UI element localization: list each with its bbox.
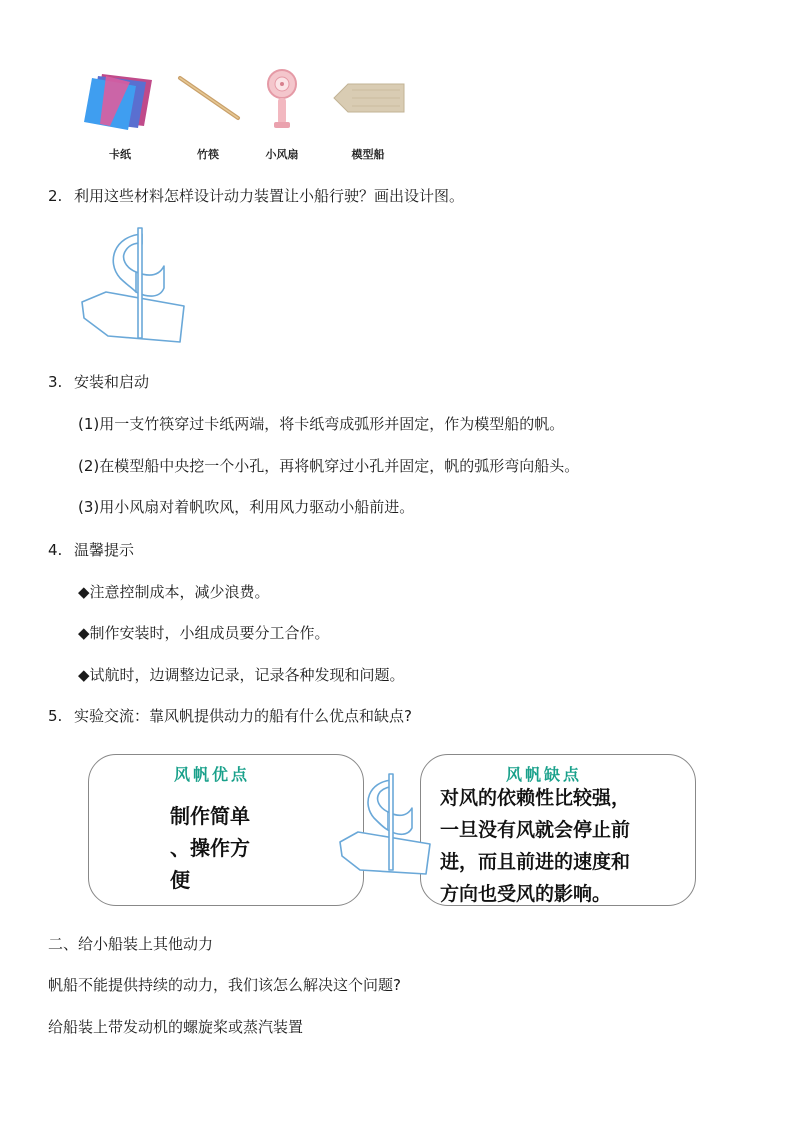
cons-body [440,782,630,910]
material-label: 小风扇 [265,148,299,161]
question-title: 安装和启动 [74,373,150,391]
cons-line: 对风的依赖性比较强， [440,787,631,809]
pros-line: 制作简单 [170,804,250,828]
question-title: 温馨提示 [74,541,135,559]
question-number: 4. [48,541,63,559]
pros-body [170,800,250,896]
question-number: 3. [48,373,63,391]
question-3 [48,372,149,392]
material-label: 竹筷 [197,148,219,161]
question-text: 实验交流：靠风帆提供动力的船有什么优点和缺点? [74,707,412,725]
tip-2: ◆制作安装时，小组成员要分工合作。 [78,624,330,642]
materials-row [80,66,420,166]
pros-title: 风帆优点 [174,765,251,784]
tip-1: ◆注意控制成本，减少浪费。 [78,583,270,601]
sail-boat-sketch [76,222,196,352]
pros-line: 、操作方 [170,836,250,860]
sail-boat-sketch-small [334,770,444,880]
step-2: (2)在模型船中央挖一个小孔，再将帆穿过小孔并固定，帆的弧形弯向船头。 [78,457,580,475]
step-1: (1)用一支竹筷穿过卡纸两端，将卡纸弯成弧形并固定，作为模型船的帆。 [78,415,565,433]
material-boat-model [328,66,408,161]
material-label: 卡纸 [109,148,131,161]
section-2-question: 帆船不能提供持续的动力，我们该怎么解决这个问题? [48,976,401,994]
question-5 [48,706,412,726]
pros-line: 便 [170,868,190,892]
material-label: 模型船 [351,148,385,161]
section-2-answer: 给船装上带发动机的螺旋桨或蒸汽装置 [48,1018,304,1036]
question-text: 利用这些材料怎样设计动力装置让小船行驶？画出设计图。 [74,187,465,205]
cons-line: 一旦没有风就会停止前 [440,819,631,841]
cons-title: 风帆缺点 [506,765,583,784]
cons-line: 进，而且前进的速度和 [440,851,631,873]
card-paper-icon [80,66,160,136]
section-2-heading: 二、给小船装上其他动力 [48,935,214,953]
question-2 [48,186,464,206]
question-4 [48,540,134,560]
material-card-paper [80,66,160,161]
question-number: 5. [48,707,63,725]
cons-line: 方向也受风的影响。 [440,883,612,905]
boat-model-icon [328,66,408,136]
chopstick-icon [168,66,248,136]
material-mini-fan [242,66,322,161]
material-chopstick [168,66,248,161]
mini-fan-icon [242,66,322,136]
tip-3: ◆试航时，边调整边记录，记录各种发现和问题。 [78,666,405,684]
question-number: 2. [48,187,63,205]
step-3: (3)用小风扇对着帆吹风，利用风力驱动小船前进。 [78,498,415,516]
